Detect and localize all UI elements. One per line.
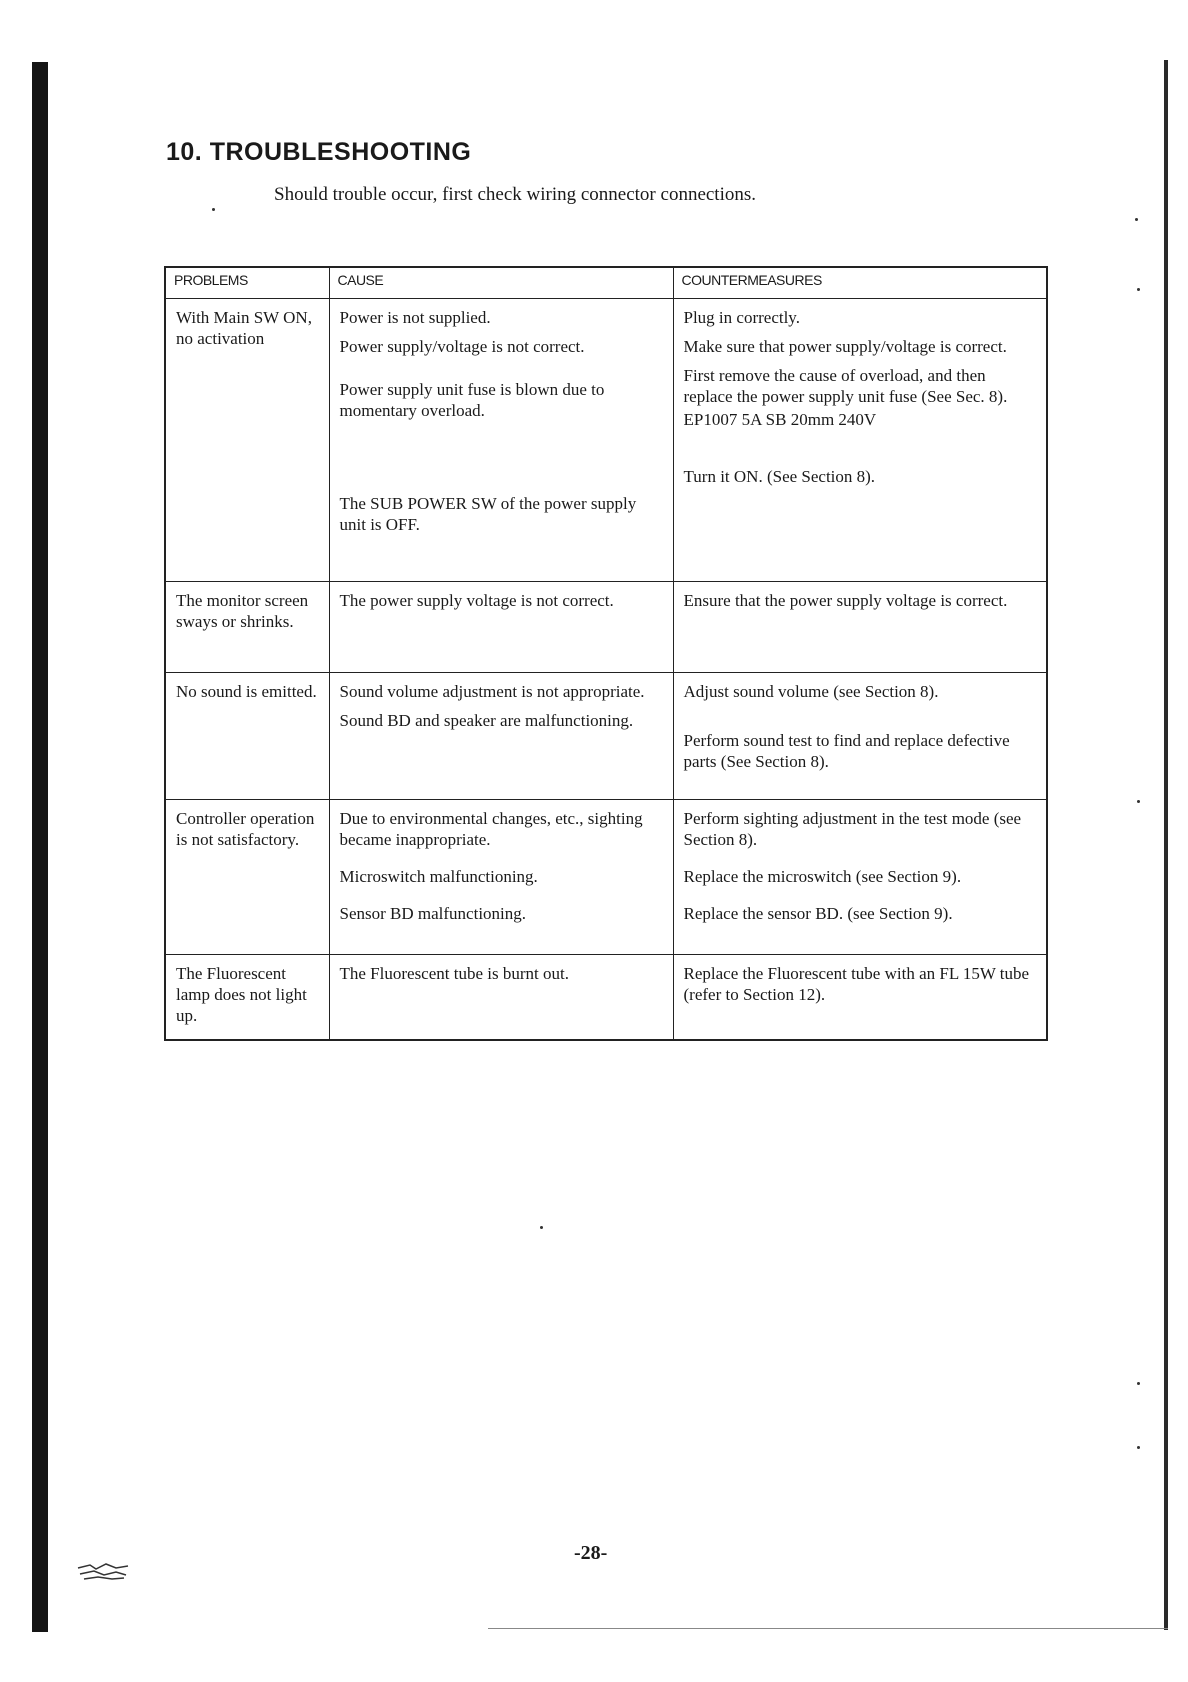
table-row	[165, 299, 1047, 582]
countermeasure-cell	[673, 299, 1047, 582]
countermeasure-cell	[673, 582, 1047, 673]
cause-cell	[329, 800, 673, 955]
countermeasure-entry: Perform sighting adjustment in the test mode (see Section 8).	[683, 809, 1022, 849]
countermeasure-entry: Turn it ON. (See Section 8).	[683, 467, 876, 486]
cause-entry: Sound BD and speaker are malfunctioning.	[339, 711, 634, 730]
countermeasure-entry: First remove the cause of overload, and then replace the power supply unit fuse (See Sec. 8).	[683, 366, 1008, 406]
countermeasure-entry: Replace the Fluorescent tube with an FL 15W tube (refer to Section 12).	[683, 964, 1030, 1004]
cause-entry: The power supply voltage is not correct.	[339, 591, 614, 610]
countermeasure-entry: Make sure that power supply/voltage is correct.	[683, 337, 1007, 356]
cause-entry: Sound volume adjustment is not appropriate.	[339, 682, 645, 701]
countermeasure-cell	[673, 800, 1047, 955]
header-countermeasures: COUNTERMEASURES	[673, 267, 1047, 299]
page-title: 10. TROUBLESHOOTING	[166, 138, 472, 166]
header-cause: CAUSE	[329, 267, 673, 299]
countermeasure-entry: Plug in correctly.	[683, 308, 800, 327]
countermeasure-cell	[673, 673, 1047, 800]
cause-cell	[329, 582, 673, 673]
scan-speck	[1137, 1382, 1140, 1385]
problem-cell: Controller operation is not satisfactory.	[165, 800, 329, 955]
table-header-row	[165, 267, 1047, 299]
page-number: -28-	[574, 1542, 608, 1564]
intro-text: Should trouble occur, first check wiring connector connections.	[274, 184, 757, 205]
problem-cell: No sound is emitted.	[165, 673, 329, 800]
scan-edge-right	[1164, 60, 1168, 1630]
header-problems: PROBLEMS	[165, 267, 329, 299]
countermeasure-entry: Perform sound test to find and replace defective parts (See Section 8).	[683, 731, 1010, 771]
cause-entry: Power supply/voltage is not correct.	[339, 337, 585, 356]
scan-speck	[1137, 800, 1140, 803]
scan-speck	[1137, 1446, 1140, 1449]
countermeasure-entry: Replace the sensor BD. (see Section 9).	[683, 904, 953, 923]
problem-cell: With Main SW ON, no activation	[165, 299, 329, 582]
countermeasure-entry: Replace the microswitch (see Section 9).	[683, 867, 962, 886]
cause-cell	[329, 673, 673, 800]
countermeasure-entry: EP1007 5A SB 20mm 240V	[683, 410, 877, 429]
countermeasure-entry: Ensure that the power supply voltage is correct.	[683, 591, 1008, 610]
cause-entry: The Fluorescent tube is burnt out.	[339, 964, 569, 983]
cause-entry: Power supply unit fuse is blown due to momentary overload.	[339, 380, 605, 420]
cause-entry: Microswitch malfunctioning.	[339, 867, 538, 886]
scan-bottom-rule	[488, 1628, 1168, 1629]
troubleshooting-table	[164, 266, 1048, 1041]
scan-speck	[1137, 288, 1140, 291]
scan-speck	[540, 1226, 543, 1229]
table-row	[165, 955, 1047, 1041]
scanner-mark-icon	[76, 1560, 130, 1582]
cause-entry: Due to environmental changes, etc., sighting became inappropriate.	[339, 809, 643, 849]
cause-cell	[329, 955, 673, 1041]
table-row	[165, 673, 1047, 800]
countermeasure-entry: Adjust sound volume (see Section 8).	[683, 682, 939, 701]
scan-speck	[1135, 218, 1138, 221]
problem-cell: The Fluorescent lamp does not light up.	[165, 955, 329, 1041]
cause-entry: The SUB POWER SW of the power supply unit is OFF.	[339, 494, 637, 534]
scan-speck	[212, 208, 215, 211]
table-row	[165, 800, 1047, 955]
cause-cell	[329, 299, 673, 582]
countermeasure-cell	[673, 955, 1047, 1041]
cause-entry: Sensor BD malfunctioning.	[339, 904, 527, 923]
scan-edge-left	[32, 62, 48, 1632]
cause-entry: Power is not supplied.	[339, 308, 491, 327]
table-row	[165, 582, 1047, 673]
problem-cell: The monitor screen sways or shrinks.	[165, 582, 329, 673]
